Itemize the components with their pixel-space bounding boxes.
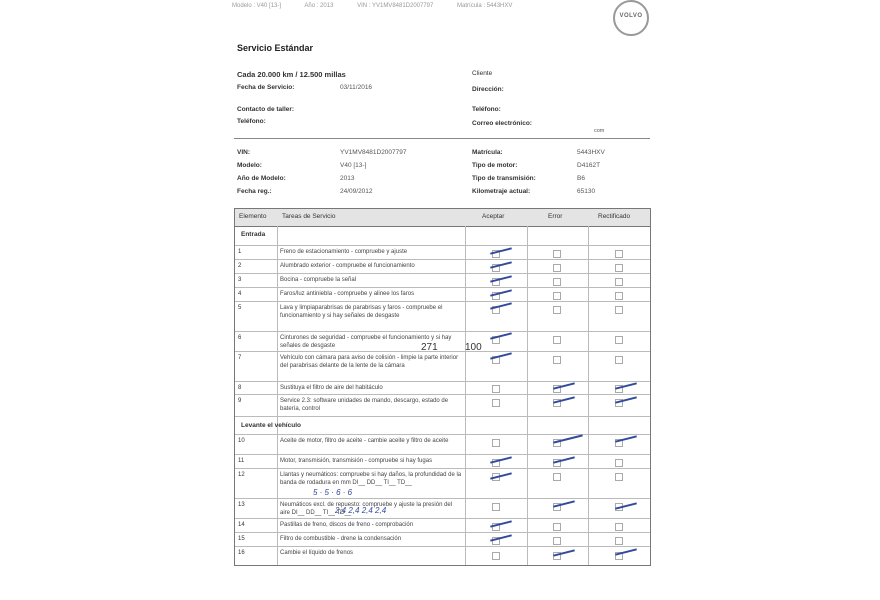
vin-value: YV1MV8481D2007797 xyxy=(340,149,407,156)
reg-date-label: Fecha reg.: xyxy=(237,188,272,195)
table-row xyxy=(235,533,650,547)
row-number: 14 xyxy=(238,522,245,528)
accept-checkbox[interactable] xyxy=(492,552,500,560)
row-number: 9 xyxy=(238,398,242,404)
row-number: 7 xyxy=(238,355,242,361)
header-line xyxy=(232,3,534,9)
header-year: Año : 2013 xyxy=(304,3,334,9)
header-vin: VIN : YV1MV8481D2007797 xyxy=(357,3,434,9)
table-row xyxy=(235,246,650,260)
row-number: 12 xyxy=(238,472,245,478)
model-value: V40 [13-] xyxy=(340,162,367,169)
row-number: 13 xyxy=(238,502,245,508)
header-error: Error xyxy=(548,213,563,220)
table-row xyxy=(235,260,650,274)
row-task: Service 2.3: software unidades de mando, descargo, estado de batería, control xyxy=(280,398,449,412)
reg-date-value: 24/09/2012 xyxy=(340,188,373,195)
table-row xyxy=(235,382,650,395)
overlay-number-left: 271 xyxy=(421,342,438,353)
row-task: Cambie el líquido de frenos xyxy=(280,550,354,556)
accept-checkbox[interactable] xyxy=(492,385,500,393)
row-task: Vehículo con cámara para aviso de colisión - limpie la parte interior del parabrisas delante de la lente de la cámara xyxy=(280,355,459,369)
plate-value: 5443HXV xyxy=(577,149,605,156)
error-checkbox[interactable] xyxy=(553,523,561,531)
email-label: Correo electrónico: xyxy=(472,120,532,127)
section-lift-label: Levante el vehículo xyxy=(241,422,301,429)
row-task: Bocina - compruebe la señal xyxy=(280,277,357,283)
table-row xyxy=(235,435,650,455)
row-task: Llantas y neumáticos: compruebe si hay daños, la profundidad de la banda de rodadura en mm DI__ DD__ TI__ TD__ xyxy=(280,472,462,486)
error-checkbox[interactable] xyxy=(553,306,561,314)
row-number: 16 xyxy=(238,550,245,556)
table-row xyxy=(235,519,650,533)
error-checkbox[interactable] xyxy=(553,537,561,545)
logo-text: VOLVO xyxy=(619,13,643,19)
fixed-checkbox[interactable] xyxy=(615,250,623,258)
row-task: Neumáticos excl. de repuesto: compruebe y ajuste la presión del aire DI__ DD__ TI__ TD__ xyxy=(280,502,453,516)
customer-phone-label: Teléfono: xyxy=(472,106,501,113)
table-row xyxy=(235,469,650,499)
fixed-checkbox[interactable] xyxy=(615,264,623,272)
service-tasks-table xyxy=(234,208,651,566)
transmission-value: B6 xyxy=(577,175,585,182)
accept-checkbox[interactable] xyxy=(492,399,500,407)
accept-checkbox[interactable] xyxy=(492,503,500,511)
fixed-checkbox[interactable] xyxy=(615,473,623,481)
handwritten-pressure-values: 2,4 2,4 2,4 2,4 xyxy=(335,506,387,515)
row-task: Freno de estacionamiento - compruebe y ajuste xyxy=(280,249,408,255)
table-row xyxy=(235,302,650,332)
table-row xyxy=(235,332,650,352)
divider xyxy=(234,138,650,139)
row-task: Cinturones de seguridad - compruebe el funcionamiento y si hay señales de desgaste xyxy=(280,335,452,349)
error-checkbox[interactable] xyxy=(553,264,561,272)
header-model: Modelo : V40 [13-] xyxy=(232,3,282,9)
row-task: Faros/luz antiniebla - compruebe y alinee los faros xyxy=(280,291,415,297)
header-element: Elemento xyxy=(239,213,267,220)
table-row xyxy=(235,455,650,469)
workshop-contact-label: Contacto de taller: xyxy=(237,106,295,113)
row-number: 6 xyxy=(238,335,242,341)
service-date-label: Fecha de Servicio: xyxy=(237,84,295,91)
error-checkbox[interactable] xyxy=(553,336,561,344)
row-number: 15 xyxy=(238,536,245,542)
error-checkbox[interactable] xyxy=(553,278,561,286)
error-checkbox[interactable] xyxy=(553,356,561,364)
table-row xyxy=(235,352,650,382)
fixed-checkbox[interactable] xyxy=(615,278,623,286)
overlay-number-right: 100 xyxy=(465,342,482,353)
row-number: 8 xyxy=(238,385,242,391)
page-title: Servicio Estándar xyxy=(237,43,314,53)
service-date-value: 03/11/2016 xyxy=(340,84,373,91)
row-task: Filtro de combustible - drene la condensación xyxy=(280,536,402,542)
fixed-checkbox[interactable] xyxy=(615,523,623,531)
customer-label: Cliente xyxy=(472,70,493,77)
row-task: Alumbrado exterior - compruebe el funcionamiento xyxy=(280,263,415,269)
header-plate: Matrícula : 5443HXV xyxy=(457,3,513,9)
section-lift xyxy=(235,417,650,435)
row-task: Aceite de motor, filtro de aceite - cambie aceite y filtro de aceite xyxy=(280,438,449,444)
service-interval: Cada 20.000 km / 12.500 millas xyxy=(237,70,346,79)
service-sheet-page xyxy=(222,0,662,600)
row-number: 3 xyxy=(238,277,242,283)
email-side-note: com xyxy=(594,128,605,134)
table-row xyxy=(235,274,650,288)
table-header xyxy=(235,209,650,227)
table-row xyxy=(235,547,650,566)
error-checkbox[interactable] xyxy=(553,250,561,258)
row-number: 11 xyxy=(238,458,245,464)
engine-value: D4162T xyxy=(577,162,601,169)
transmission-label: Tipo de transmisión: xyxy=(472,175,536,182)
fixed-checkbox[interactable] xyxy=(615,306,623,314)
table-row xyxy=(235,288,650,302)
model-label: Modelo: xyxy=(237,162,262,169)
error-checkbox[interactable] xyxy=(553,473,561,481)
workshop-phone-label: Teléfono: xyxy=(237,118,266,125)
section-entry-label: Entrada xyxy=(241,231,266,238)
accept-checkbox[interactable] xyxy=(492,439,500,447)
mileage-label: Kilometraje actual: xyxy=(472,188,531,195)
row-number: 1 xyxy=(238,249,242,255)
table-row xyxy=(235,499,650,519)
fixed-checkbox[interactable] xyxy=(615,336,623,344)
header-fixed: Rectificado xyxy=(598,213,631,220)
vin-label: VIN: xyxy=(237,149,250,156)
model-year-label: Año de Modelo: xyxy=(237,175,286,182)
row-task: Pastillas de freno, discos de freno - comprobación xyxy=(280,522,414,528)
row-task: Sustituya el filtro de aire del habitáculo xyxy=(280,385,383,391)
header-accept: Aceptar xyxy=(482,213,505,220)
fixed-checkbox[interactable] xyxy=(615,459,623,467)
error-checkbox[interactable] xyxy=(553,292,561,300)
header-tasks: Tareas de Servicio xyxy=(282,213,336,220)
handwritten-tread-values: 5 · 5 · 6 · 6 xyxy=(313,488,353,497)
row-number: 5 xyxy=(238,305,242,311)
address-label: Dirección: xyxy=(472,86,504,93)
plate-label: Matrícula: xyxy=(472,149,503,156)
fixed-checkbox[interactable] xyxy=(615,356,623,364)
table-row xyxy=(235,395,650,417)
mileage-value: 65130 xyxy=(577,188,596,195)
section-entry xyxy=(235,226,650,246)
row-number: 10 xyxy=(238,438,245,444)
model-year-value: 2013 xyxy=(340,175,355,182)
fixed-checkbox[interactable] xyxy=(615,537,623,545)
volvo-logo xyxy=(613,0,649,36)
fixed-checkbox[interactable] xyxy=(615,292,623,300)
row-number: 4 xyxy=(238,291,242,297)
row-task: Lava y limpiaparabrisas de parabrisas y faros - compruebe el funcionamiento y si hay señales de desgaste xyxy=(280,305,443,319)
engine-label: Tipo de motor: xyxy=(472,162,518,169)
row-task: Motor, transmisión, transmisión - compruebe si hay fugas xyxy=(280,458,433,464)
row-number: 2 xyxy=(238,263,242,269)
